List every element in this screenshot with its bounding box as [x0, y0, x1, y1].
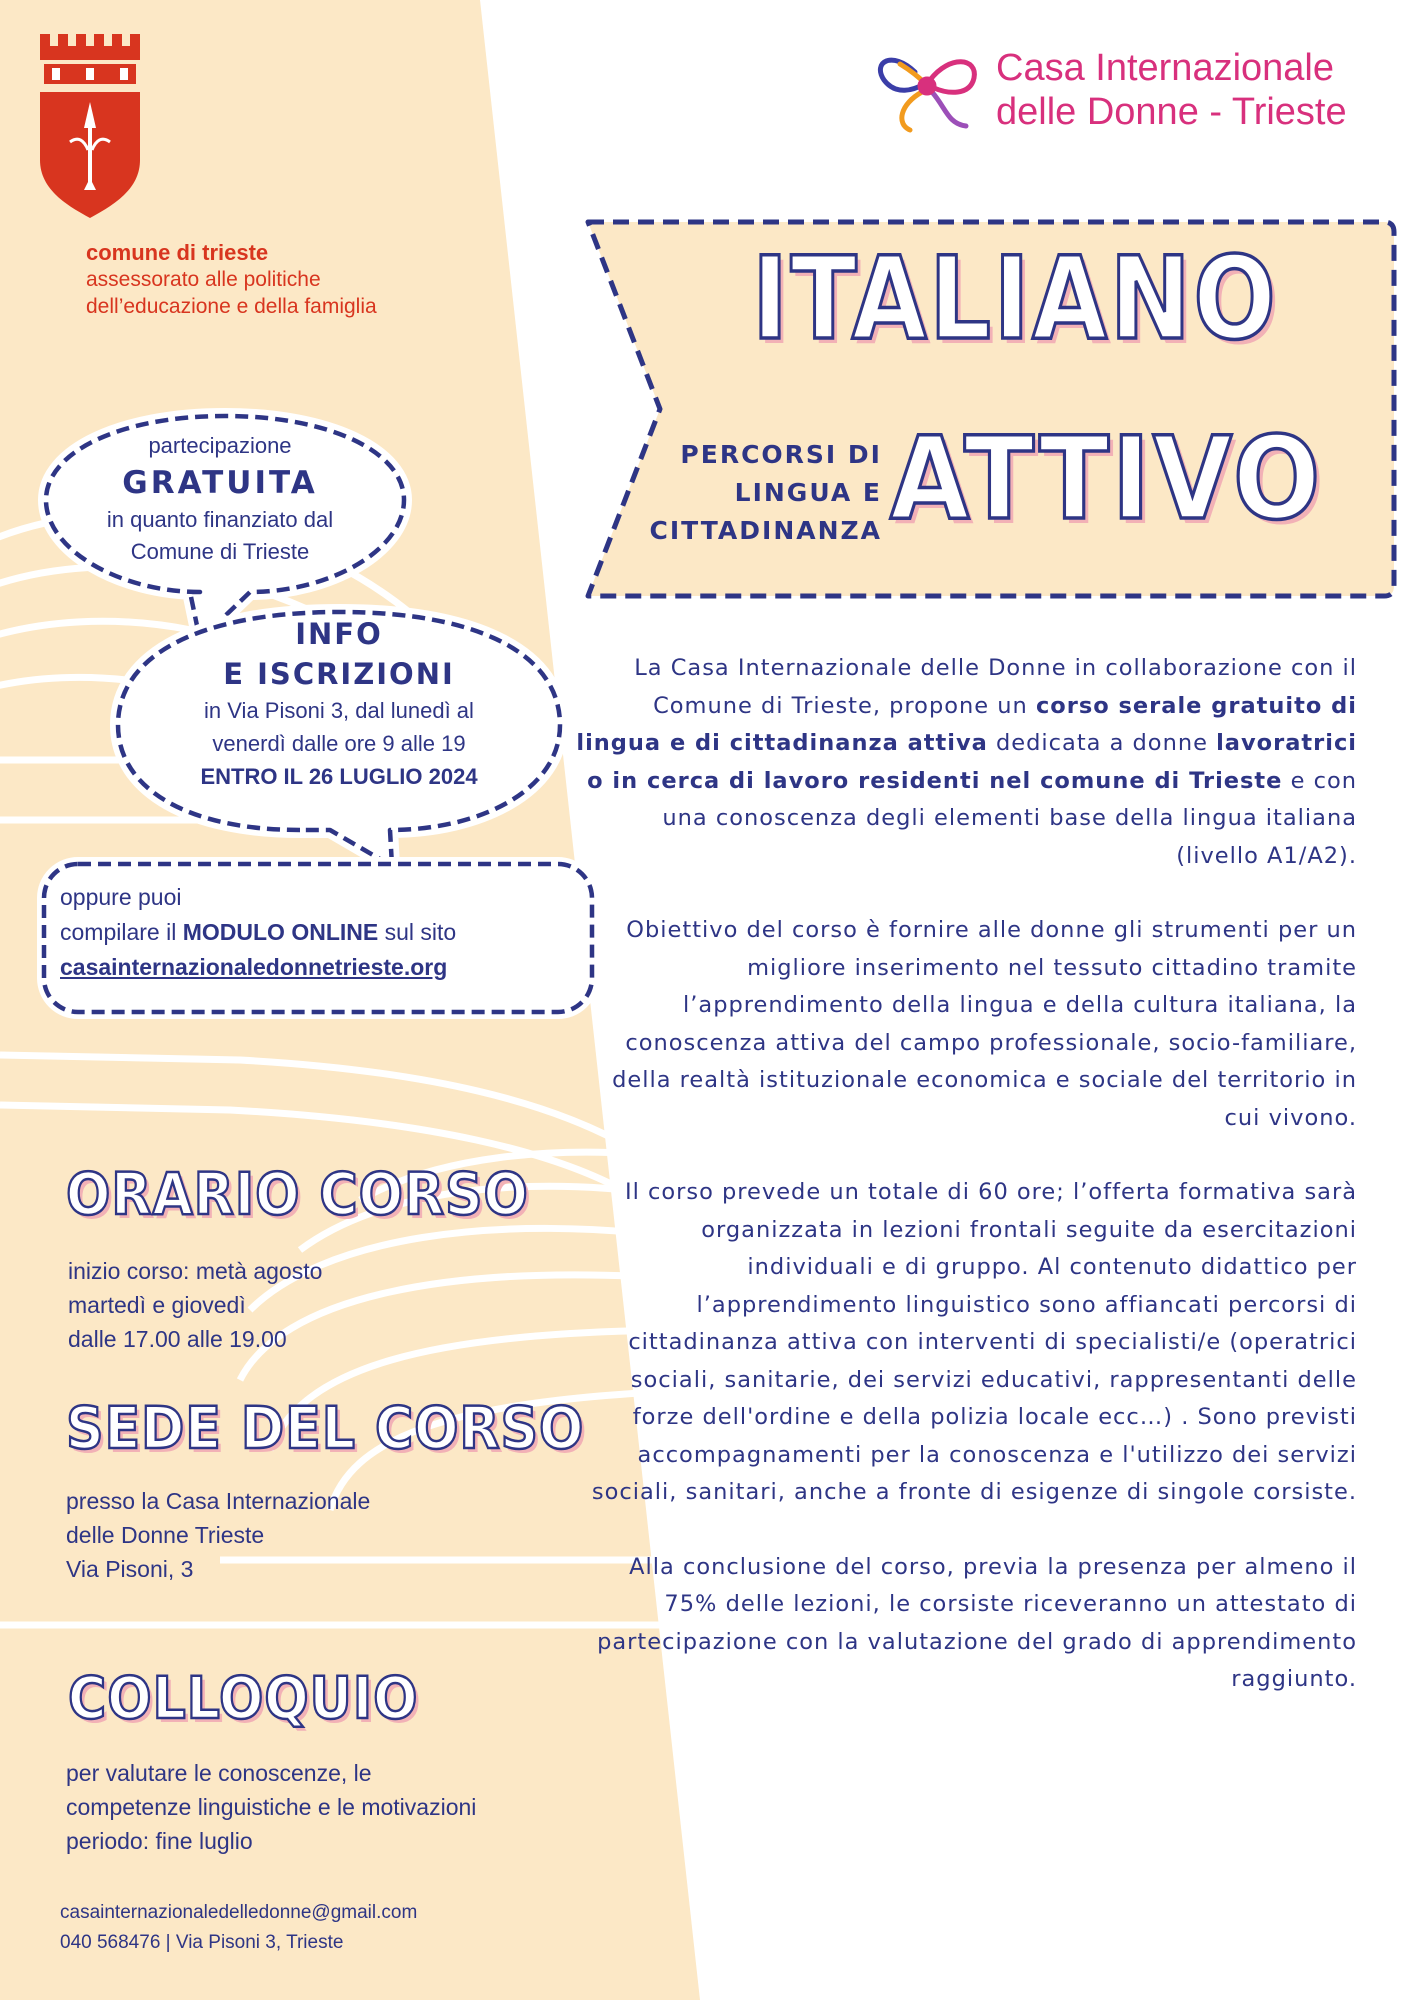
subtitle-line-2: LINGUA E	[734, 478, 882, 507]
interview-heading: COLLOQUIO	[68, 1664, 419, 1732]
schedule-details	[68, 1254, 322, 1356]
p1-text-c: dedicata a donne	[987, 730, 1217, 756]
info-line-1: in Via Pisoni 3, dal lunedì al	[204, 698, 474, 723]
info-deadline: ENTRO IL 26 LUGLIO 2024	[200, 764, 478, 789]
description-paragraph-1	[576, 650, 1357, 875]
free-line-3: Comune di Trieste	[130, 539, 310, 564]
department-line-1: assessorato alle politiche	[86, 268, 321, 291]
info-heading-2: E ISCRIZIONI	[223, 657, 455, 691]
contact-phone-address: 040 568476 | Via Pisoni 3, Trieste	[60, 1932, 344, 1953]
department-line-2: dell’educazione e della famiglia	[86, 295, 377, 318]
organization-name	[996, 46, 1347, 134]
venue-heading: SEDE DEL CORSO	[66, 1394, 585, 1462]
title-italiano: ITALIANO	[752, 232, 1279, 365]
subtitle-line-3: CITTADINANZA	[649, 516, 882, 545]
schedule-line-1: inizio corso: metà agosto	[68, 1258, 323, 1284]
p1-text-d: e con una conoscenza degli elementi base della lingua italiana (livello A1/A2).	[662, 767, 1357, 869]
description-paragraph-3: Il corso prevede un totale di 60 ore; l’offerta formativa sarà organizzata in lezioni frontali seguite da esercitazioni individuali e di gruppo. Al contenuto didattico per l’apprendimento linguistico sono affiancati percorsi di cittadinanza attiva con interventi di specialisti/e (operatrici sociali, sanitarie, dei servizi educativi, rappresentanti delle forze dell'ordine e della polizia locale ecc…) . Sono previsti accompagnamenti per la conoscenza e l'utilizzo dei servizi sociali, sanitari, anche a fronte di esigenze di singole corsiste.	[591, 1179, 1357, 1505]
subtitle-line-1: PERCORSI DI	[680, 440, 882, 469]
p1-bold-target: lavoratrici o in cerca di lavoro residenti nel comune di Trieste	[587, 730, 1357, 794]
schedule-line-3: dalle 17.00 alle 19.00	[68, 1326, 287, 1352]
p1-text-a: La Casa Internazionale delle Donne in collaborazione con il Comune di Trieste, propone un	[634, 655, 1357, 719]
municipality-department	[86, 266, 466, 320]
title-attivo: ATTIVO	[890, 412, 1323, 545]
title-subtitle	[600, 436, 882, 550]
contact-email[interactable]: casainternazionaledelledonne@gmail.com	[60, 1902, 418, 1923]
venue-line-3: Via Pisoni, 3	[66, 1556, 194, 1582]
free-highlight: GRATUITA	[122, 465, 318, 501]
description-paragraph-4: Alla conclusione del corso, previa la presenza per almeno il 75% delle lezioni, le corsiste riceveranno un attestato di partecipazione con la valutazione del grado di apprendimento raggiunto.	[597, 1553, 1357, 1692]
online-module-label: MODULO ONLINE	[182, 919, 379, 945]
municipality-name: comune di trieste	[86, 240, 269, 265]
ribbon-bow-logo-icon	[880, 60, 974, 130]
venue-details	[66, 1484, 370, 1586]
info-line-2: venerdì dalle ore 9 alle 19	[212, 731, 466, 756]
website-link[interactable]: casainternazionaledonnetrieste.org	[60, 954, 448, 980]
course-description	[576, 650, 1357, 1736]
interview-line-1: per valutare le conoscenze, le	[66, 1760, 372, 1786]
online-prefix: compilare il	[60, 919, 183, 945]
organization-line-1: Casa Internazionale	[996, 47, 1334, 89]
venue-line-1: presso la Casa Internazionale	[66, 1488, 371, 1514]
contact-info	[60, 1898, 417, 1958]
info-heading-1: INFO	[295, 617, 383, 651]
description-paragraph-2: Obiettivo del corso è fornire alle donne gli strumenti per un migliore inserimento nel tessuto cittadino tramite l’apprendimento della lingua e della cultura italiana, la conoscenza attiva del campo professionale, socio-familiare, della realtà istituzionale economica e sociale del territorio in cui vivono.	[612, 917, 1357, 1131]
info-registration-text	[134, 614, 544, 793]
online-suffix: sul sito	[378, 919, 457, 945]
free-participation-text	[50, 430, 390, 568]
venue-line-2: delle Donne Trieste	[66, 1522, 265, 1548]
schedule-heading: ORARIO CORSO	[66, 1160, 529, 1228]
organization-line-2: delle Donne - Trieste	[996, 91, 1347, 133]
online-line-2	[60, 915, 580, 950]
free-line-1: partecipazione	[148, 433, 292, 458]
interview-line-3: periodo: fine luglio	[66, 1828, 253, 1854]
free-line-2: in quanto finanziato dal	[106, 507, 334, 532]
online-text	[60, 880, 580, 985]
interview-details	[66, 1756, 476, 1858]
p1-bold-course: corso serale gratuito di lingua e di cittadinanza attiva	[576, 692, 1357, 756]
schedule-line-2: martedì e giovedì	[68, 1292, 246, 1318]
online-line-1: oppure puoi	[60, 884, 182, 910]
interview-line-2: competenze linguistiche e le motivazioni	[66, 1794, 477, 1820]
